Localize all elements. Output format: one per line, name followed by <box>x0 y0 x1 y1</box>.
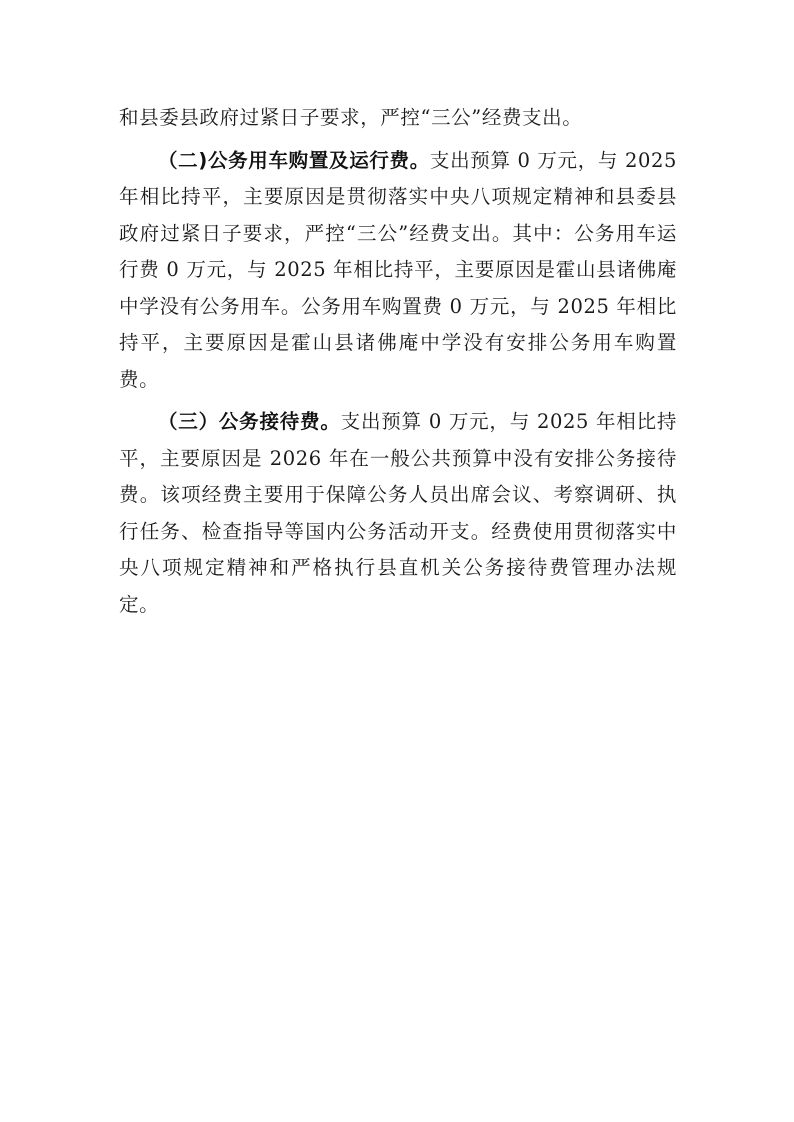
paragraph-text: 和县委县政府过紧日子要求，严控“三公”经费支出。 <box>119 106 583 129</box>
paragraph-text: 支出预算 0 万元，与 2025 年相比持平，主要原因是 2026 年在一般公共预算中没有安排公务接待费。该项经费主要用于保障公务人员出席会议、考察调研、执行任务、检查指导等国内公务活动开支。经费使用贯彻落实中央八项规定精神和严格执行县直机关公务接待费管理办法规定。 <box>119 410 677 616</box>
paragraph-vehicle-expenses <box>119 143 677 399</box>
document-body <box>119 100 677 623</box>
paragraph-text: 支出预算 0 万元，与 2025 年相比持平，主要原因是贯彻落实中央八项规定精神和县委县政府过紧日子要求，严控“三公”经费支出。其中：公务用车运行费 0 万元，与 2025 年相比持平，主要原因是霍山县诸佛庵中学没有公务用车。公务用车购置费 0 万元，与 2025 年相比持平，主要原因是霍山县诸佛庵中学没有安排公务用车购置费。 <box>119 148 677 391</box>
section-heading-reception: （三）公务接待费。 <box>158 410 341 433</box>
paragraph-reception-expenses <box>119 404 677 623</box>
section-heading-vehicle: （二)公务用车购置及运行费。 <box>158 148 430 172</box>
paragraph-continuation <box>119 100 677 137</box>
